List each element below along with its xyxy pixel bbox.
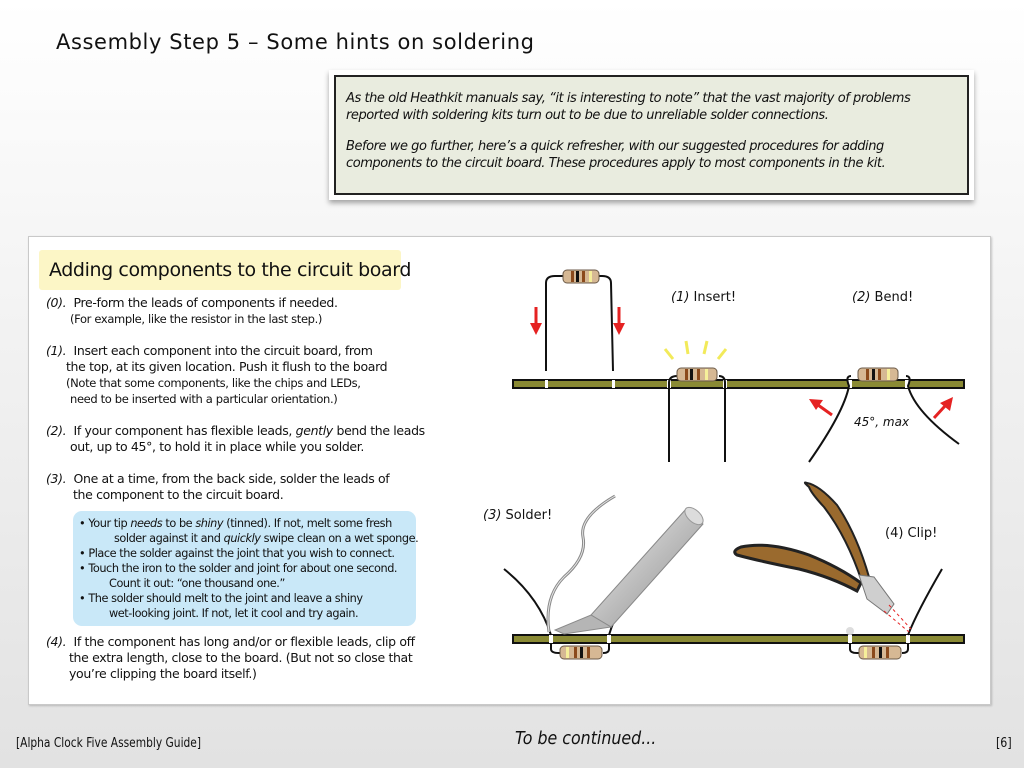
- tip-text: • Your tip: [79, 517, 131, 530]
- board-hole: [549, 635, 553, 643]
- step-4: [46, 634, 461, 682]
- label-insert: [671, 290, 736, 305]
- label-clip: [885, 526, 937, 541]
- emphasis: gently: [295, 423, 333, 438]
- emphasis: needs: [130, 517, 163, 530]
- footer-page-number: [6]: [996, 736, 1012, 751]
- step-number: (4).: [46, 634, 67, 649]
- step-text: the component to the circuit board.: [73, 487, 284, 502]
- emphasis: shiny: [195, 517, 224, 530]
- resistor-preformed: [546, 270, 613, 371]
- tip-2: • Place the solder against the joint that you wish to connect.: [79, 547, 395, 560]
- step-1: [46, 343, 461, 407]
- tip-text: to be: [162, 517, 196, 530]
- content-panel: [28, 236, 991, 705]
- label-angle: 45°, max: [854, 415, 910, 429]
- step-text: If your component has flexible leads,: [73, 423, 296, 438]
- label-step-number: (4): [885, 526, 904, 541]
- intro-callout: [329, 70, 974, 200]
- step-number: (1).: [46, 343, 67, 358]
- flush-cutter-pliers-icon: [735, 483, 911, 633]
- arrow-down-icon: [613, 307, 625, 335]
- step-text: bend the leads: [332, 423, 425, 438]
- step-text: the extra length, close to the board. (But not so close that: [69, 650, 413, 665]
- step-number: (2).: [46, 423, 67, 438]
- step-text: If the component has long and/or or flexible leads, clip off: [73, 634, 415, 649]
- step-number: (0).: [46, 295, 67, 310]
- step-text: out, up to 45°, to hold it in place while you solder.: [70, 439, 365, 454]
- diagram-illustration: [469, 237, 992, 706]
- tip-text: swipe clean on a wet sponge.: [260, 532, 419, 545]
- board-bottom: [513, 635, 964, 643]
- intro-callout-inner: [334, 75, 969, 195]
- tip-continuation: [79, 531, 419, 546]
- steps-column: [46, 295, 461, 682]
- section-heading: Adding components to the circuit board: [39, 250, 401, 290]
- board-hole: [607, 635, 611, 643]
- step-0: [46, 295, 461, 327]
- step-3: [46, 471, 461, 503]
- label-step-number: (2): [852, 290, 871, 305]
- soldering-diagram: [469, 237, 992, 706]
- step-text: you’re clipping the board itself.): [69, 666, 257, 681]
- intro-paragraph-1: As the old Heathkit manuals say, “it is interesting to note” that the vast majority of problems reported with soldering kits turn out to be due to unreliable solder connections.: [346, 91, 911, 123]
- label-step-number: (3): [483, 508, 502, 523]
- step-text: Insert each component into the circuit board, from: [73, 343, 373, 358]
- step-text: the top, at its given location. Push it flush to the board: [66, 359, 388, 374]
- step-note: need to be inserted with a particular orientation.): [70, 392, 338, 406]
- board-hole: [545, 380, 548, 388]
- intro-paragraph-2: Before we go further, here’s a quick refresher, with our suggested procedures for adding components to the circuit board. These procedures apply to most components in the kit.: [346, 139, 886, 171]
- tip-continuation: Count it out: “one thousand one.”: [109, 577, 285, 590]
- sparkle-icon: [665, 341, 726, 359]
- tip-continuation: wet-looking joint. If not, let it cool and try again.: [109, 607, 359, 620]
- tip-1: [79, 516, 416, 531]
- tip-text: (tinned). If not, melt some fresh: [223, 517, 392, 530]
- board-top: [513, 380, 964, 388]
- footer-continued: To be continued...: [515, 728, 657, 749]
- board-hole: [612, 380, 615, 388]
- tip-4: • The solder should melt to the joint and leave a shiny: [79, 592, 363, 605]
- arrow-up-left-icon: [809, 399, 832, 415]
- step-text: One at a time, from the back side, solder the leads of: [73, 471, 390, 486]
- label-solder: [483, 508, 552, 523]
- top-circuit-board: [513, 380, 964, 388]
- emphasis: quickly: [223, 532, 261, 545]
- step-number: (3).: [46, 471, 67, 486]
- step-2: [46, 423, 461, 455]
- board-hole: [906, 635, 910, 643]
- tip-text: solder against it and: [114, 532, 224, 545]
- label-bend: [852, 290, 913, 305]
- step-note: (Note that some components, like the chips and LEDs,: [66, 376, 361, 390]
- label-text: Solder!: [501, 508, 553, 523]
- label-step-number: (1): [671, 290, 690, 305]
- step-note: (For example, like the resistor in the last step.): [70, 312, 323, 326]
- page-title: Assembly Step 5 – Some hints on soldering: [56, 30, 535, 54]
- tip-3: • Touch the iron to the solder and joint for about one second.: [79, 562, 398, 575]
- board-hole: [848, 635, 852, 643]
- arrow-down-icon: [530, 307, 542, 335]
- footer-guide-title: [Alpha Clock Five Assembly Guide]: [16, 736, 202, 751]
- soldering-iron-icon: [555, 504, 706, 634]
- bottom-circuit-board: [513, 635, 964, 643]
- label-text: Clip!: [903, 526, 938, 541]
- label-text: Bend!: [870, 290, 914, 305]
- step-text: Pre-form the leads of components if needed.: [73, 295, 338, 310]
- soldering-tips-box: [73, 511, 419, 626]
- arrow-up-right-icon: [934, 397, 953, 418]
- label-text: Insert!: [689, 290, 737, 305]
